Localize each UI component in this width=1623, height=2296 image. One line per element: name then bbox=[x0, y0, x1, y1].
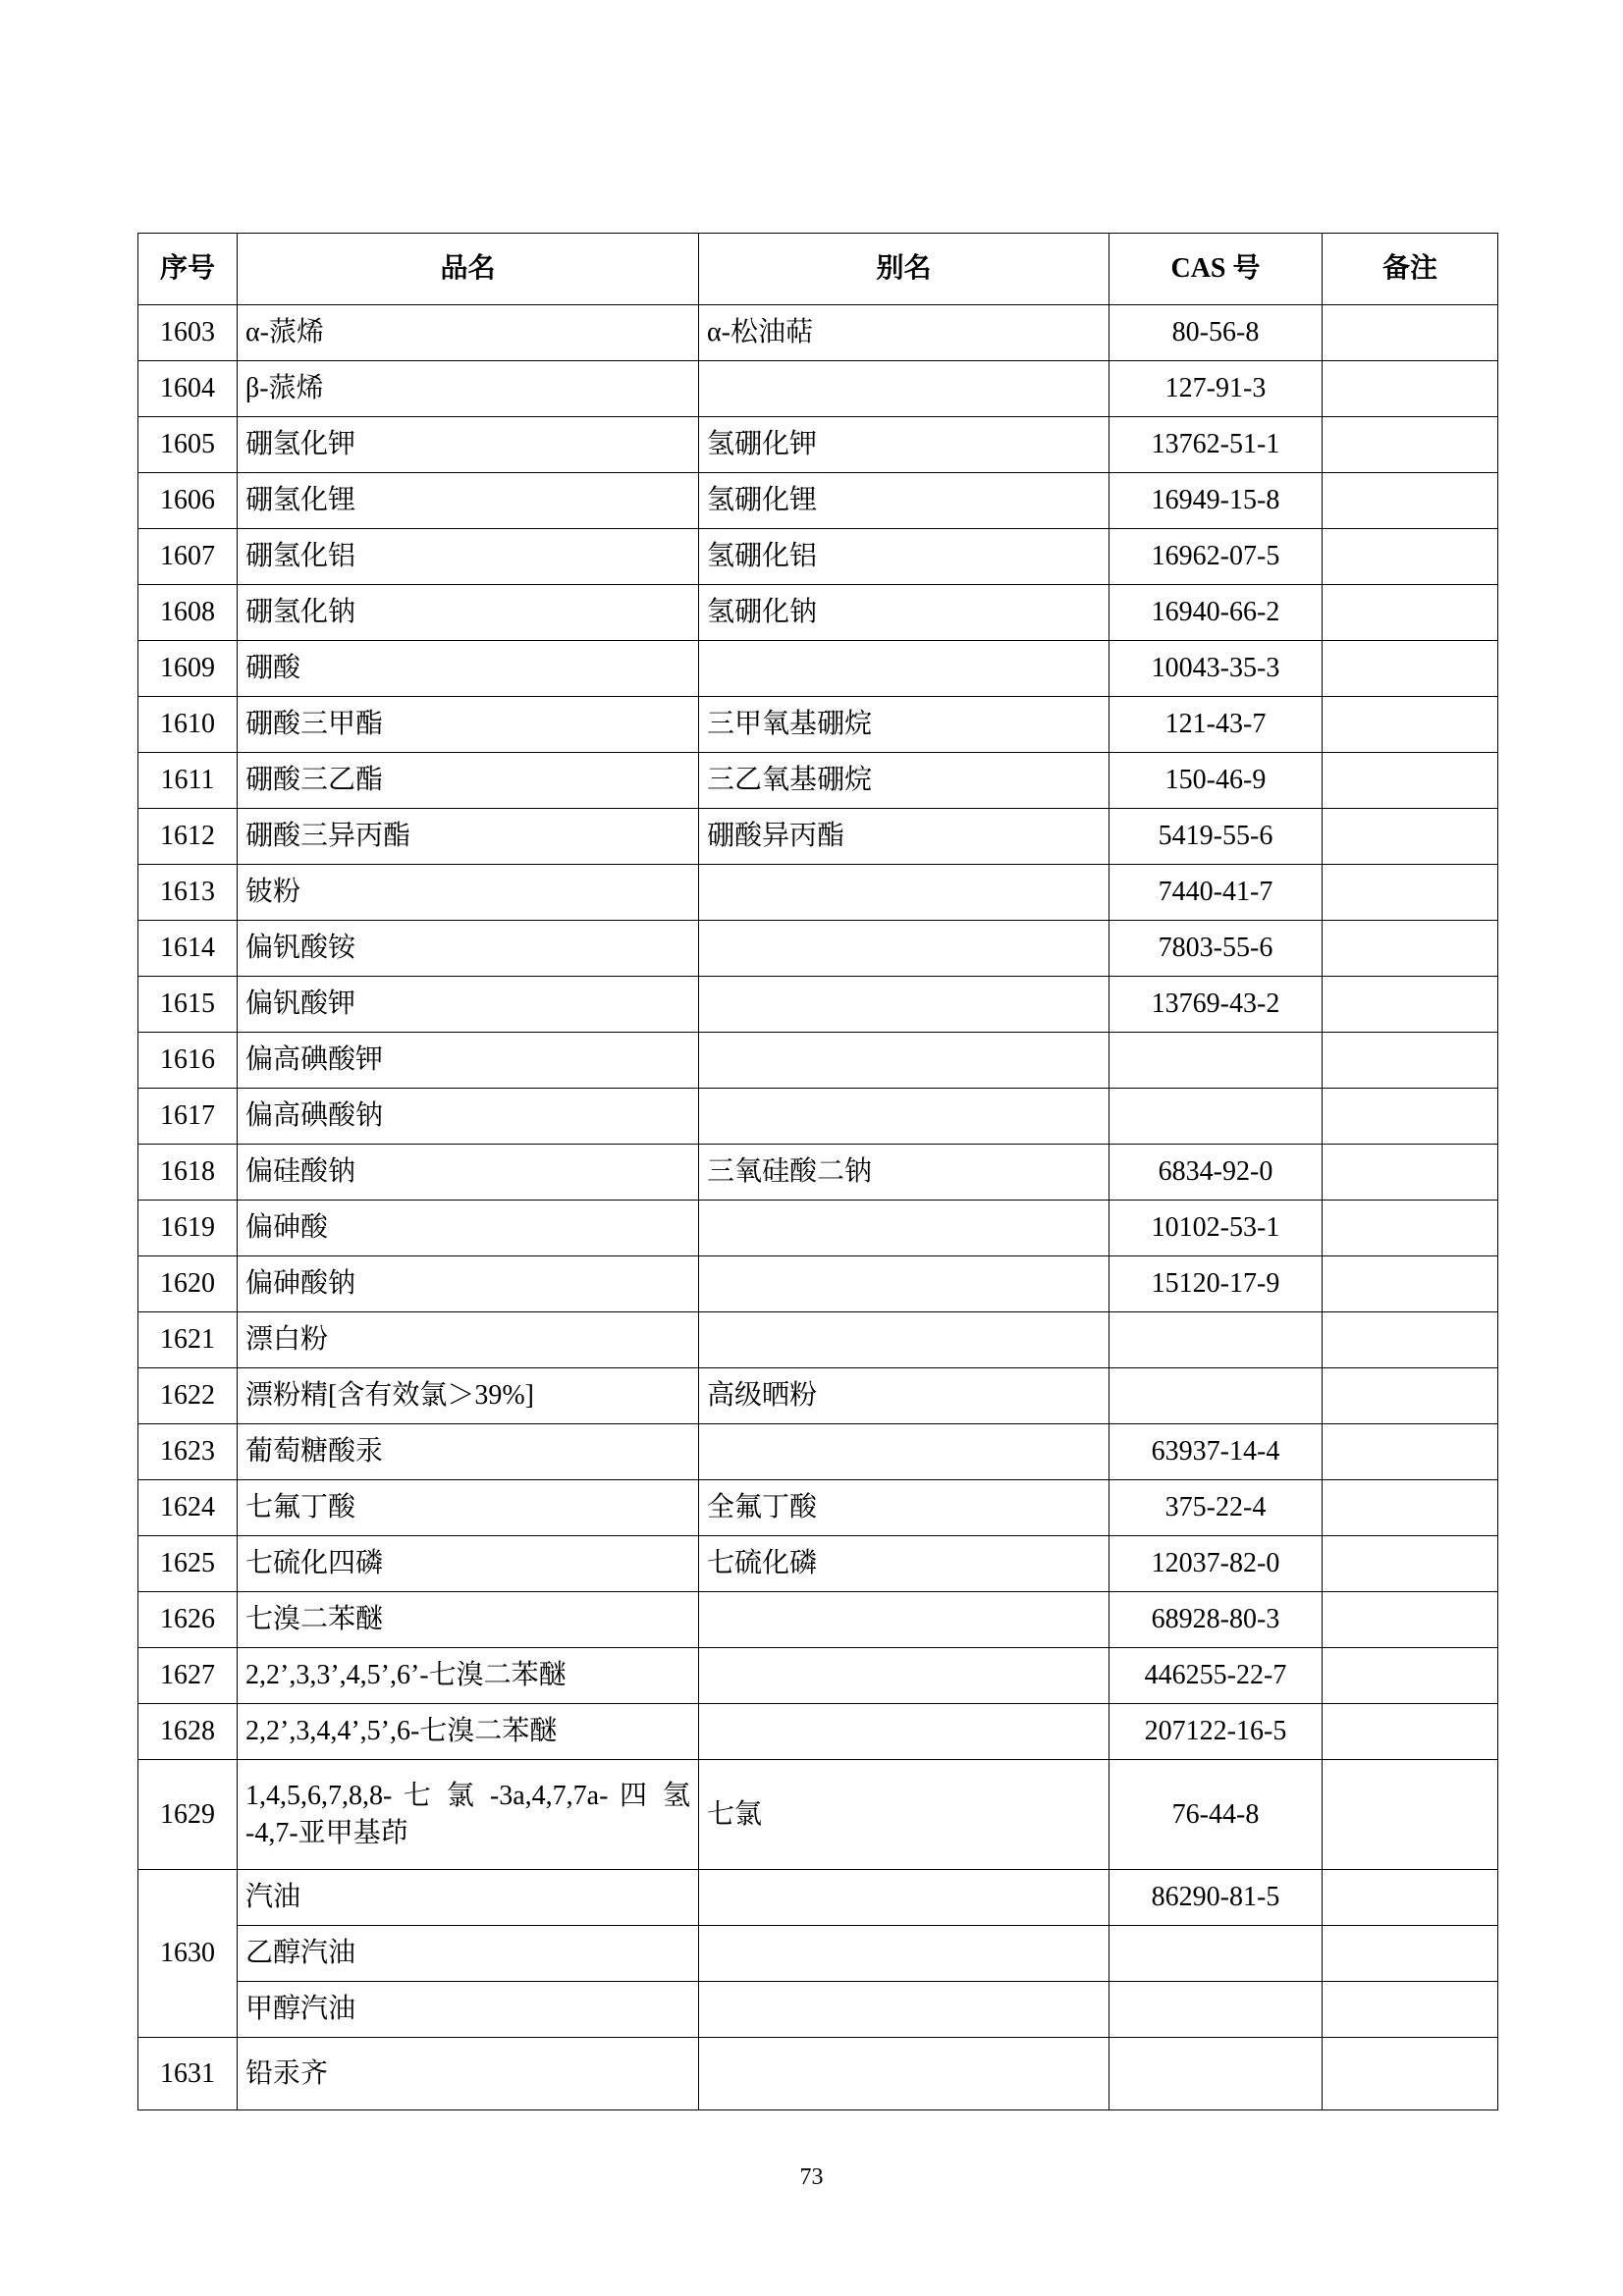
cell-cas: 150-46-9 bbox=[1109, 753, 1323, 809]
cell-seq: 1612 bbox=[138, 809, 238, 865]
table-row bbox=[138, 1201, 1498, 1256]
cell-alias bbox=[699, 1926, 1109, 1982]
cell-cas bbox=[1109, 1368, 1323, 1424]
cell-alias: 氢硼化钠 bbox=[699, 585, 1109, 641]
table-row bbox=[138, 1536, 1498, 1592]
page-number: 73 bbox=[799, 2164, 824, 2190]
table-row bbox=[138, 977, 1498, 1033]
table-row bbox=[138, 2038, 1498, 2110]
cell-note bbox=[1323, 1201, 1498, 1256]
cell-cas bbox=[1109, 1033, 1323, 1089]
cell-alias bbox=[699, 921, 1109, 977]
cell-seq: 1617 bbox=[138, 1089, 238, 1145]
cell-name: 偏砷酸 bbox=[238, 1201, 699, 1256]
cell-note bbox=[1323, 1480, 1498, 1536]
cell-alias bbox=[699, 1592, 1109, 1648]
cell-seq: 1614 bbox=[138, 921, 238, 977]
cell-alias bbox=[699, 1424, 1109, 1480]
cell-name: 铅汞齐 bbox=[238, 2038, 699, 2110]
cell-note bbox=[1323, 1760, 1498, 1870]
cell-cas bbox=[1109, 1312, 1323, 1368]
cell-name: 乙醇汽油 bbox=[238, 1926, 699, 1982]
cell-alias: 氢硼化钾 bbox=[699, 417, 1109, 473]
cell-name: 七氟丁酸 bbox=[238, 1480, 699, 1536]
cell-seq: 1615 bbox=[138, 977, 238, 1033]
cell-name: 汽油 bbox=[238, 1870, 699, 1926]
cell-seq: 1604 bbox=[138, 361, 238, 417]
header-note: 备注 bbox=[1323, 234, 1498, 305]
table-row bbox=[138, 753, 1498, 809]
cell-alias: 三乙氧基硼烷 bbox=[699, 753, 1109, 809]
cell-seq: 1618 bbox=[138, 1145, 238, 1201]
cell-cas: 7803-55-6 bbox=[1109, 921, 1323, 977]
cell-name: 硼氢化钾 bbox=[238, 417, 699, 473]
cell-cas: 63937-14-4 bbox=[1109, 1424, 1323, 1480]
cell-alias bbox=[699, 1089, 1109, 1145]
cell-cas: 80-56-8 bbox=[1109, 305, 1323, 361]
cell-cas: 121-43-7 bbox=[1109, 697, 1323, 753]
cell-name: 偏钒酸钾 bbox=[238, 977, 699, 1033]
table-row bbox=[138, 1870, 1498, 1926]
table-row bbox=[138, 1312, 1498, 1368]
cell-name: 偏高碘酸钠 bbox=[238, 1089, 699, 1145]
cell-name: 硼氢化锂 bbox=[238, 473, 699, 529]
cell-alias: α-松油萜 bbox=[699, 305, 1109, 361]
cell-alias bbox=[699, 1982, 1109, 2038]
table-row bbox=[138, 1424, 1498, 1480]
cell-note bbox=[1323, 1424, 1498, 1480]
cell-name: 硼氢化钠 bbox=[238, 585, 699, 641]
cell-name: 葡萄糖酸汞 bbox=[238, 1424, 699, 1480]
cell-name: 偏砷酸钠 bbox=[238, 1256, 699, 1312]
cell-cas: 13769-43-2 bbox=[1109, 977, 1323, 1033]
table-row bbox=[138, 1648, 1498, 1704]
cell-cas bbox=[1109, 2038, 1323, 2110]
header-seq: 序号 bbox=[138, 234, 238, 305]
cell-cas bbox=[1109, 1982, 1323, 2038]
cell-note bbox=[1323, 1145, 1498, 1201]
cell-seq: 1627 bbox=[138, 1648, 238, 1704]
cell-name: 硼酸三乙酯 bbox=[238, 753, 699, 809]
cell-alias: 三甲氧基硼烷 bbox=[699, 697, 1109, 753]
cell-cas: 5419-55-6 bbox=[1109, 809, 1323, 865]
cell-name: α-蒎烯 bbox=[238, 305, 699, 361]
table-row bbox=[138, 1480, 1498, 1536]
cell-cas: 375-22-4 bbox=[1109, 1480, 1323, 1536]
cell-seq: 1607 bbox=[138, 529, 238, 585]
cell-seq: 1610 bbox=[138, 697, 238, 753]
table-row bbox=[138, 865, 1498, 921]
cell-seq: 1620 bbox=[138, 1256, 238, 1312]
cell-name: 甲醇汽油 bbox=[238, 1982, 699, 2038]
cell-alias: 三氧硅酸二钠 bbox=[699, 1145, 1109, 1201]
cell-name: 偏钒酸铵 bbox=[238, 921, 699, 977]
chemical-list-table bbox=[137, 233, 1498, 2110]
table-row bbox=[138, 1592, 1498, 1648]
cell-name: 偏高碘酸钾 bbox=[238, 1033, 699, 1089]
cell-seq: 1613 bbox=[138, 865, 238, 921]
cell-name: 七硫化四磷 bbox=[238, 1536, 699, 1592]
cell-note bbox=[1323, 2038, 1498, 2110]
table-row bbox=[138, 473, 1498, 529]
cell-cas: 16949-15-8 bbox=[1109, 473, 1323, 529]
cell-note bbox=[1323, 697, 1498, 753]
cell-seq: 1616 bbox=[138, 1033, 238, 1089]
table-header bbox=[138, 234, 1498, 305]
cell-seq: 1628 bbox=[138, 1704, 238, 1760]
cell-note bbox=[1323, 921, 1498, 977]
cell-note bbox=[1323, 1536, 1498, 1592]
cell-seq: 1631 bbox=[138, 2038, 238, 2110]
cell-alias bbox=[699, 977, 1109, 1033]
cell-seq: 1608 bbox=[138, 585, 238, 641]
header-row bbox=[138, 234, 1498, 305]
cell-cas: 10043-35-3 bbox=[1109, 641, 1323, 697]
cell-note bbox=[1323, 529, 1498, 585]
table-row bbox=[138, 585, 1498, 641]
cell-cas: 16962-07-5 bbox=[1109, 529, 1323, 585]
cell-note bbox=[1323, 1312, 1498, 1368]
cell-alias bbox=[699, 2038, 1109, 2110]
cell-name: 硼酸三异丙酯 bbox=[238, 809, 699, 865]
cell-note bbox=[1323, 1592, 1498, 1648]
cell-note bbox=[1323, 753, 1498, 809]
cell-note bbox=[1323, 473, 1498, 529]
table-row bbox=[138, 1145, 1498, 1201]
cell-cas: 76-44-8 bbox=[1109, 1760, 1323, 1870]
cell-seq: 1626 bbox=[138, 1592, 238, 1648]
cell-cas: 446255-22-7 bbox=[1109, 1648, 1323, 1704]
table-row bbox=[138, 1033, 1498, 1089]
cell-note bbox=[1323, 865, 1498, 921]
cell-alias: 高级晒粉 bbox=[699, 1368, 1109, 1424]
cell-name: 漂粉精[含有效氯＞39%] bbox=[238, 1368, 699, 1424]
cell-alias: 七硫化磷 bbox=[699, 1536, 1109, 1592]
cell-name: 七溴二苯醚 bbox=[238, 1592, 699, 1648]
cell-seq: 1624 bbox=[138, 1480, 238, 1536]
cell-note bbox=[1323, 585, 1498, 641]
cell-alias: 七氯 bbox=[699, 1760, 1109, 1870]
header-cas: CAS 号 bbox=[1109, 234, 1323, 305]
cell-cas: 16940-66-2 bbox=[1109, 585, 1323, 641]
cell-note bbox=[1323, 1256, 1498, 1312]
cell-note bbox=[1323, 1089, 1498, 1145]
cell-cas: 6834-92-0 bbox=[1109, 1145, 1323, 1201]
cell-alias bbox=[699, 641, 1109, 697]
cell-name: 2,2’,3,4,4’,5’,6-七溴二苯醚 bbox=[238, 1704, 699, 1760]
cell-alias bbox=[699, 1704, 1109, 1760]
cell-seq: 1621 bbox=[138, 1312, 238, 1368]
cell-note bbox=[1323, 1033, 1498, 1089]
cell-note bbox=[1323, 1368, 1498, 1424]
table-row bbox=[138, 809, 1498, 865]
cell-alias bbox=[699, 1256, 1109, 1312]
cell-seq: 1625 bbox=[138, 1536, 238, 1592]
cell-seq: 1630 bbox=[138, 1870, 238, 2038]
table-row bbox=[138, 1256, 1498, 1312]
cell-alias bbox=[699, 1033, 1109, 1089]
cell-name: 硼氢化铝 bbox=[238, 529, 699, 585]
table-row bbox=[138, 305, 1498, 361]
cell-cas: 10102-53-1 bbox=[1109, 1201, 1323, 1256]
cell-note bbox=[1323, 809, 1498, 865]
table-row bbox=[138, 1368, 1498, 1424]
cell-cas bbox=[1109, 1926, 1323, 1982]
cell-note bbox=[1323, 1704, 1498, 1760]
cell-seq: 1611 bbox=[138, 753, 238, 809]
table-row bbox=[138, 641, 1498, 697]
table-row bbox=[138, 921, 1498, 977]
cell-name: 1,4,5,6,7,8,8- 七 氯 -3a,4,7,7a- 四 氢 -4,7-亚甲基茚 bbox=[238, 1760, 699, 1870]
cell-name: 漂白粉 bbox=[238, 1312, 699, 1368]
cell-cas: 86290-81-5 bbox=[1109, 1870, 1323, 1926]
header-name: 品名 bbox=[238, 234, 699, 305]
table-row bbox=[138, 1926, 1498, 1982]
cell-seq: 1623 bbox=[138, 1424, 238, 1480]
cell-seq: 1619 bbox=[138, 1201, 238, 1256]
cell-cas bbox=[1109, 1089, 1323, 1145]
cell-seq: 1622 bbox=[138, 1368, 238, 1424]
cell-cas: 127-91-3 bbox=[1109, 361, 1323, 417]
header-alias: 别名 bbox=[699, 234, 1109, 305]
table-row bbox=[138, 361, 1498, 417]
cell-cas: 207122-16-5 bbox=[1109, 1704, 1323, 1760]
cell-note bbox=[1323, 305, 1498, 361]
table-row bbox=[138, 1089, 1498, 1145]
cell-alias: 全氟丁酸 bbox=[699, 1480, 1109, 1536]
cell-name: 硼酸 bbox=[238, 641, 699, 697]
cell-cas: 12037-82-0 bbox=[1109, 1536, 1323, 1592]
cell-note bbox=[1323, 977, 1498, 1033]
cell-note bbox=[1323, 641, 1498, 697]
cell-note bbox=[1323, 417, 1498, 473]
cell-note bbox=[1323, 361, 1498, 417]
cell-seq: 1603 bbox=[138, 305, 238, 361]
cell-note bbox=[1323, 1982, 1498, 2038]
cell-alias bbox=[699, 865, 1109, 921]
cell-seq: 1605 bbox=[138, 417, 238, 473]
table-row bbox=[138, 417, 1498, 473]
cell-alias bbox=[699, 1312, 1109, 1368]
cell-alias bbox=[699, 1870, 1109, 1926]
cell-seq: 1606 bbox=[138, 473, 238, 529]
cell-alias: 氢硼化铝 bbox=[699, 529, 1109, 585]
cell-alias: 硼酸异丙酯 bbox=[699, 809, 1109, 865]
cell-alias: 氢硼化锂 bbox=[699, 473, 1109, 529]
cell-name: 2,2’,3,3’,4,5’,6’-七溴二苯醚 bbox=[238, 1648, 699, 1704]
table-row bbox=[138, 529, 1498, 585]
cell-name: 偏硅酸钠 bbox=[238, 1145, 699, 1201]
cell-name: 铍粉 bbox=[238, 865, 699, 921]
cell-alias bbox=[699, 361, 1109, 417]
cell-name: β-蒎烯 bbox=[238, 361, 699, 417]
table-row bbox=[138, 1982, 1498, 2038]
cell-cas: 68928-80-3 bbox=[1109, 1592, 1323, 1648]
cell-cas: 15120-17-9 bbox=[1109, 1256, 1323, 1312]
cell-note bbox=[1323, 1870, 1498, 1926]
table-row bbox=[138, 1704, 1498, 1760]
cell-seq: 1609 bbox=[138, 641, 238, 697]
cell-note bbox=[1323, 1648, 1498, 1704]
cell-cas: 13762-51-1 bbox=[1109, 417, 1323, 473]
table-row bbox=[138, 697, 1498, 753]
table-body bbox=[138, 305, 1498, 2110]
cell-note bbox=[1323, 1926, 1498, 1982]
table-row bbox=[138, 1760, 1498, 1870]
cell-alias bbox=[699, 1648, 1109, 1704]
cell-seq: 1629 bbox=[138, 1760, 238, 1870]
cell-name: 硼酸三甲酯 bbox=[238, 697, 699, 753]
cell-alias bbox=[699, 1201, 1109, 1256]
cell-cas: 7440-41-7 bbox=[1109, 865, 1323, 921]
